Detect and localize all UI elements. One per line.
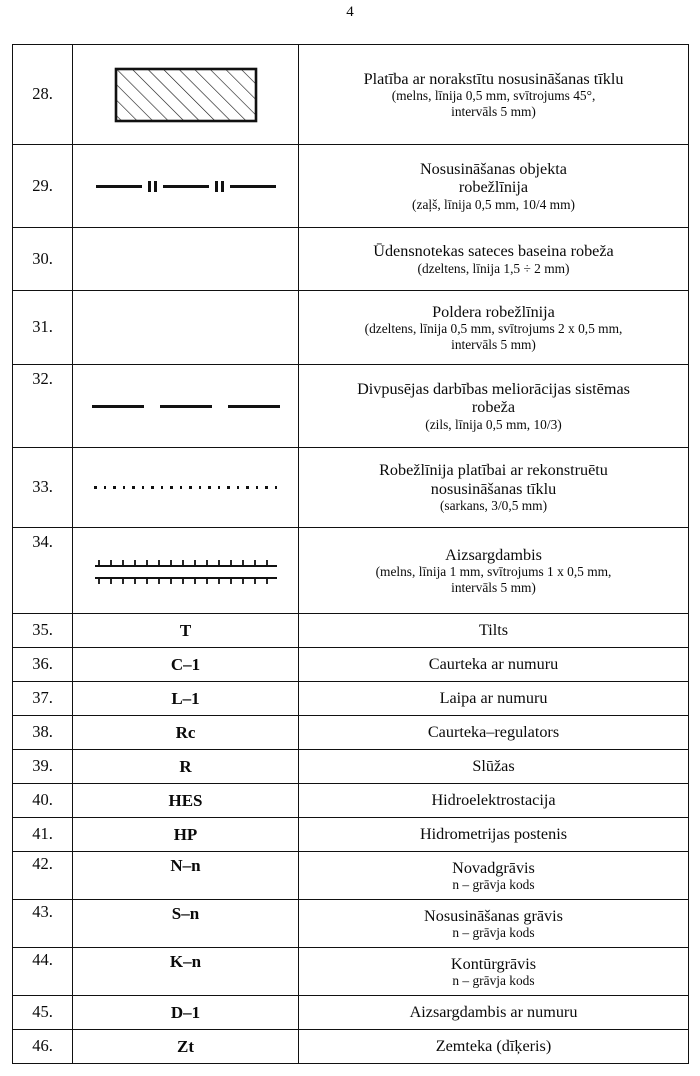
row-number-cell: 33. (13, 448, 73, 528)
description-main: Robežlīnija platībai ar rekonstruētu (379, 461, 608, 480)
row-number-cell: 36. (13, 648, 73, 682)
symbol-graphic (75, 557, 296, 585)
row-number-cell: 41. (13, 818, 73, 852)
table-row (13, 1030, 689, 1064)
description-main: Hidrometrijas postenis (419, 825, 567, 844)
description-main: Slūžas (472, 757, 515, 776)
description-main2: robežlīnija (458, 178, 529, 197)
description-cell (299, 852, 689, 900)
row-number-cell: 45. (13, 996, 73, 1030)
description-cell (299, 528, 689, 614)
description-cell (299, 45, 689, 145)
description-main: Nosusināšanas grāvis (424, 906, 563, 925)
description-sub: (zaļš, līnija 0,5 mm, 10/4 mm) (412, 196, 575, 212)
description-main: Laipa ar numuru (439, 689, 548, 708)
description-sub: (melns, līnija 1 mm, svītrojums 1 x 0,5 mm, (375, 564, 612, 580)
row-number-cell: 43. (13, 900, 73, 948)
description-cell (299, 291, 689, 365)
table-row (13, 291, 689, 365)
page-number: 4 (346, 4, 354, 20)
description-main: Hidroelektrostacija (431, 791, 556, 810)
description-main: Ūdensnotekas sateces baseina robeža (373, 242, 614, 261)
table-row (13, 45, 689, 145)
description-cell (299, 784, 689, 818)
table-row (13, 750, 689, 784)
description-sub: (zils, līnija 0,5 mm, 10/3) (425, 416, 562, 432)
three-dashes-line-icon (92, 405, 280, 408)
symbol-graphic (75, 67, 296, 123)
description-main: Kontūrgrāvis (450, 954, 537, 973)
row-number-cell: 42. (13, 852, 73, 900)
description-cell (299, 682, 689, 716)
description-cell (299, 900, 689, 948)
symbol-cell-dotted-line (73, 448, 299, 528)
symbol-cell-empty (73, 291, 299, 365)
symbol-cell-text: C–1 (73, 648, 299, 682)
legend-table-body (13, 45, 689, 1064)
symbol-graphic (75, 405, 296, 408)
description-main: Divpusējas darbības meliorācijas sistēmas (357, 379, 630, 398)
table-row (13, 716, 689, 750)
legend-symbols-table (12, 44, 689, 1064)
symbol-cell-text: D–1 (73, 996, 299, 1030)
table-row (13, 614, 689, 648)
dash-double-bar-line-icon (96, 181, 276, 192)
description-sub: (dzeltens, līnija 1,5 ÷ 2 mm) (417, 260, 570, 276)
row-number-cell: 28. (13, 45, 73, 145)
description-note: n – grāvja kods (452, 973, 535, 989)
table-row (13, 365, 689, 448)
description-main: Aizsargdambis ar numuru (409, 1003, 578, 1022)
description-main: Caurteka–regulators (427, 723, 560, 742)
description-sub2: intervāls 5 mm) (451, 336, 536, 352)
hatched-rectangle-icon (114, 67, 258, 123)
description-main2: robeža (471, 398, 516, 417)
row-number-cell: 35. (13, 614, 73, 648)
table-row (13, 852, 689, 900)
description-sub: (dzeltens, līnija 0,5 mm, svītrojums 2 x 0,5 mm, (364, 321, 623, 337)
symbol-cell-text: N–n (73, 852, 299, 900)
description-cell (299, 648, 689, 682)
description-sub2: intervāls 5 mm) (451, 579, 536, 595)
description-main: Caurteka ar numuru (428, 655, 559, 674)
symbol-cell-embankment (73, 528, 299, 614)
description-sub2: intervāls 5 mm) (451, 103, 536, 119)
description-main: Nosusināšanas objekta (419, 159, 567, 178)
table-row (13, 648, 689, 682)
description-main: Novadgrāvis (452, 858, 535, 877)
table-row (13, 682, 689, 716)
table-row (13, 145, 689, 228)
description-cell (299, 228, 689, 291)
row-number-cell: 44. (13, 948, 73, 996)
row-number-cell: 31. (13, 291, 73, 365)
description-cell (299, 716, 689, 750)
row-number-cell: 37. (13, 682, 73, 716)
description-sub: (sarkans, 3/0,5 mm) (439, 498, 548, 514)
symbol-cell-text: Zt (73, 1030, 299, 1064)
symbol-cell-text: Rc (73, 716, 299, 750)
table-row (13, 900, 689, 948)
description-cell (299, 365, 689, 448)
description-note: n – grāvja kods (452, 925, 535, 941)
symbol-cell-text: K–n (73, 948, 299, 996)
symbol-cell-text: HES (73, 784, 299, 818)
description-main: Aizsargdambis (445, 545, 542, 564)
row-number-cell: 30. (13, 228, 73, 291)
row-number-cell: 29. (13, 145, 73, 228)
embankment-double-ticked-line-icon (91, 557, 281, 585)
symbol-graphic (75, 181, 296, 192)
symbol-cell-dashed-line (73, 365, 299, 448)
symbol-cell-text: R (73, 750, 299, 784)
description-cell (299, 750, 689, 784)
description-cell (299, 145, 689, 228)
symbol-cell-boundary-line (73, 145, 299, 228)
table-row (13, 228, 689, 291)
symbol-cell-text: T (73, 614, 299, 648)
row-number-cell: 46. (13, 1030, 73, 1064)
symbol-graphic (75, 486, 296, 489)
dotted-line-icon (94, 486, 277, 489)
description-cell (299, 948, 689, 996)
symbol-cell-hatched-area (73, 45, 299, 145)
symbol-cell-text: HP (73, 818, 299, 852)
table-row (13, 818, 689, 852)
description-cell (299, 818, 689, 852)
table-row (13, 996, 689, 1030)
description-cell (299, 996, 689, 1030)
row-number-cell: 32. (13, 365, 73, 448)
table-row (13, 948, 689, 996)
symbol-cell-empty (73, 228, 299, 291)
description-cell (299, 448, 689, 528)
symbol-cell-text: L–1 (73, 682, 299, 716)
description-main: Platība ar norakstītu nosusināšanas tīklu (363, 69, 624, 88)
table-row (13, 448, 689, 528)
row-number-cell: 38. (13, 716, 73, 750)
table-row (13, 784, 689, 818)
description-sub: (melns, līnija 0,5 mm, svītrojums 45°, (391, 88, 596, 104)
description-main: Zemteka (dīķeris) (435, 1037, 552, 1056)
description-main: Tilts (478, 621, 509, 640)
description-note: n – grāvja kods (452, 877, 535, 893)
symbol-cell-text: S–n (73, 900, 299, 948)
description-main2: nosusināšanas tīklu (430, 479, 557, 498)
row-number-cell: 34. (13, 528, 73, 614)
table-row (13, 528, 689, 614)
description-cell (299, 614, 689, 648)
description-cell (299, 1030, 689, 1064)
row-number-cell: 39. (13, 750, 73, 784)
row-number-cell: 40. (13, 784, 73, 818)
description-main: Poldera robežlīnija (432, 302, 555, 321)
